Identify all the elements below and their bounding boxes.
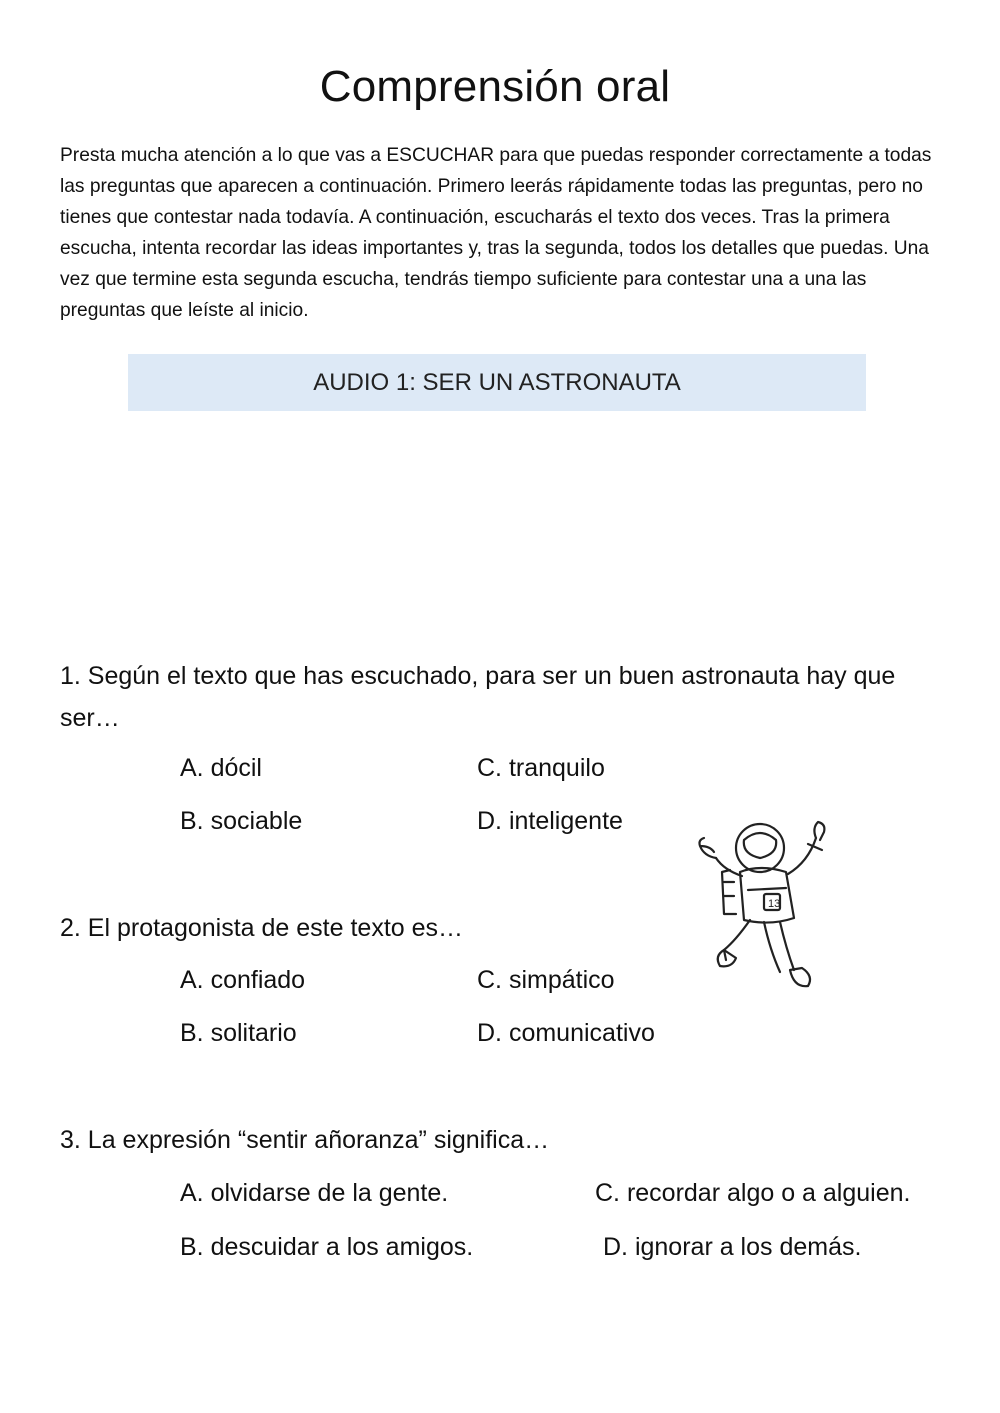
question-2-option-b[interactable]: B. solitario	[180, 1019, 297, 1047]
instructions-paragraph: Presta mucha atención a lo que vas a ESCUCHAR para que puedas responder correctamente a todas las preguntas que aparecen a continuación. Primero leerás rápidamente todas las preguntas, pero no tienes que contestar nada todavía. A continuación, escucharás el texto dos veces. Tras la primera escucha, intenta recordar las ideas importantes y, tras la segunda, todos los detalles que puedas. Una vez que termine esta segunda escucha, tendrás tiempo suficiente para contestar una a una las preguntas que leíste al inicio.	[60, 145, 932, 321]
page-title: Comprensión oral	[319, 62, 671, 111]
question-1-option-c[interactable]: C. tranquilo	[477, 754, 605, 782]
question-3-option-b[interactable]: B. descuidar a los amigos.	[180, 1233, 474, 1261]
audio-banner[interactable]: AUDIO 1: SER UN ASTRONAUTA	[128, 354, 866, 411]
question-2-option-d[interactable]: D. comunicativo	[477, 1019, 655, 1047]
question-1-option-d[interactable]: D. inteligente	[477, 807, 623, 835]
question-3-option-c[interactable]: C. recordar algo o a alguien.	[595, 1179, 911, 1207]
question-3-option-d[interactable]: D. ignorar a los demás.	[603, 1233, 862, 1261]
astronaut-icon	[690, 810, 850, 1010]
question-2-text: 2. El protagonista de este texto es…	[60, 914, 464, 942]
question-1-text: 1. Según el texto que has escuchado, para ser un buen astronauta hay que ser…	[60, 662, 896, 732]
question-3-text: 3. La expresión “sentir añoranza” significa…	[60, 1126, 550, 1154]
question-3-option-a[interactable]: A. olvidarse de la gente.	[180, 1179, 449, 1207]
question-1-option-b[interactable]: B. sociable	[180, 807, 303, 835]
astronaut-suit-number: 13	[768, 898, 781, 910]
question-2-option-a[interactable]: A. confiado	[180, 966, 306, 994]
question-1-option-a[interactable]: A. dócil	[180, 754, 262, 782]
question-2-option-c[interactable]: C. simpático	[477, 966, 615, 994]
